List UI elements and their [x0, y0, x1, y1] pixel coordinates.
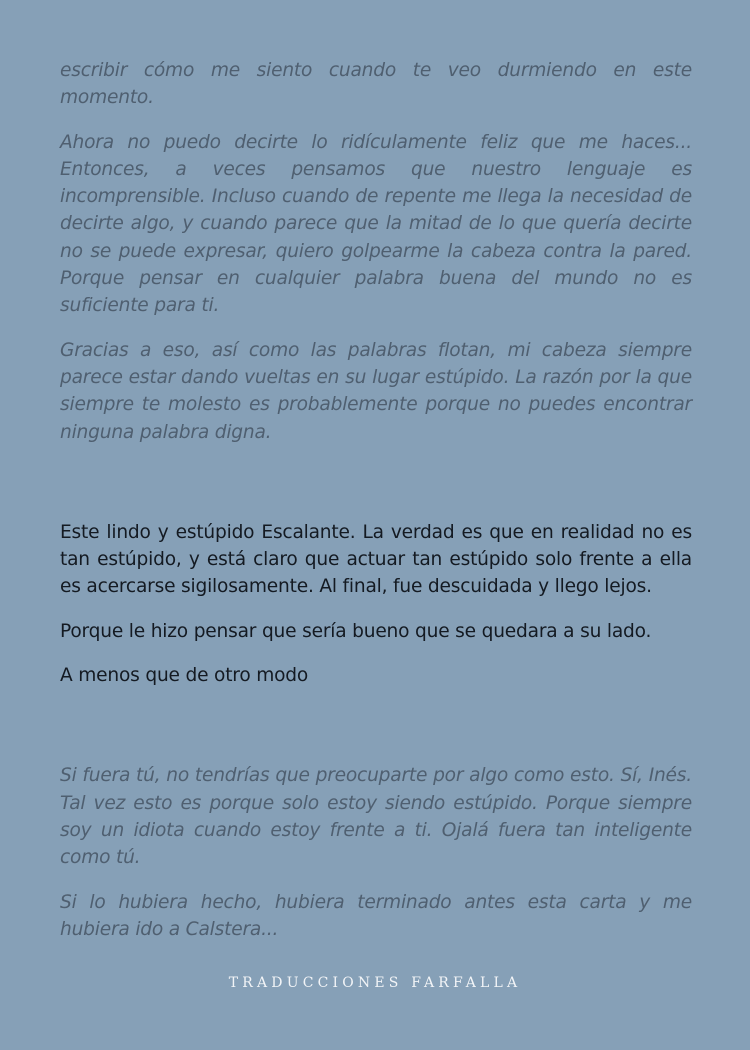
narration-paragraph: Porque le hizo pensar que sería bueno que se quedara a su lado.: [60, 620, 652, 642]
section-gap: [60, 706, 692, 762]
section-gap: [60, 463, 692, 519]
narration-paragraph: Este lindo y estúpido Escalante. La verdad es que en realidad no es tan estúpido, y está claro que actuar tan estúpido solo frente a ella es acercarse sigilosamente. Al final, fue descuidada y llego lejos.: [60, 521, 692, 598]
letter-paragraph: Si lo hubiera hecho, hubiera terminado antes esta carta y me hubiera ido a Calstera...: [60, 891, 692, 940]
narration-paragraph: A menos que de otro modo: [60, 665, 309, 687]
letter-paragraph: Gracias a eso, así como las palabras flotan, mi cabeza siempre parece estar dando vueltas en su lugar estúpido. La razón por la que siempre te molesto es probablemente porque no puedes encontrar ninguna palabra digna.: [60, 339, 692, 443]
footer-credit: TRADUCCIONES FARFALLA: [228, 975, 522, 991]
letter-paragraph: Si fuera tú, no tendrías que preocuparte por algo como esto. Sí, Inés. Tal vez esto es porque solo estoy siendo estúpido. Porque siempre soy un idiota cuando estoy frente a ti. Ojalá fuera tan inteligente como tú.: [60, 765, 692, 869]
letter-paragraph: Ahora no puedo decirte lo ridículamente feliz que me haces... Entonces, a veces pensamos que nuestro lenguaje es incomprensible. Incluso cuando de repente me llega la necesidad de decirte algo, y cuando parece que la mitad de lo que quería decirte no se puede expresar, quiero golpearme la cabeza contra la pared. Porque pensar en cualquier palabra buena del mundo no es suficiente para ti.: [60, 131, 692, 317]
letter-paragraph: escribir cómo me siento cuando te veo durmiendo en este momento.: [60, 60, 692, 109]
page-body: [60, 57, 692, 960]
